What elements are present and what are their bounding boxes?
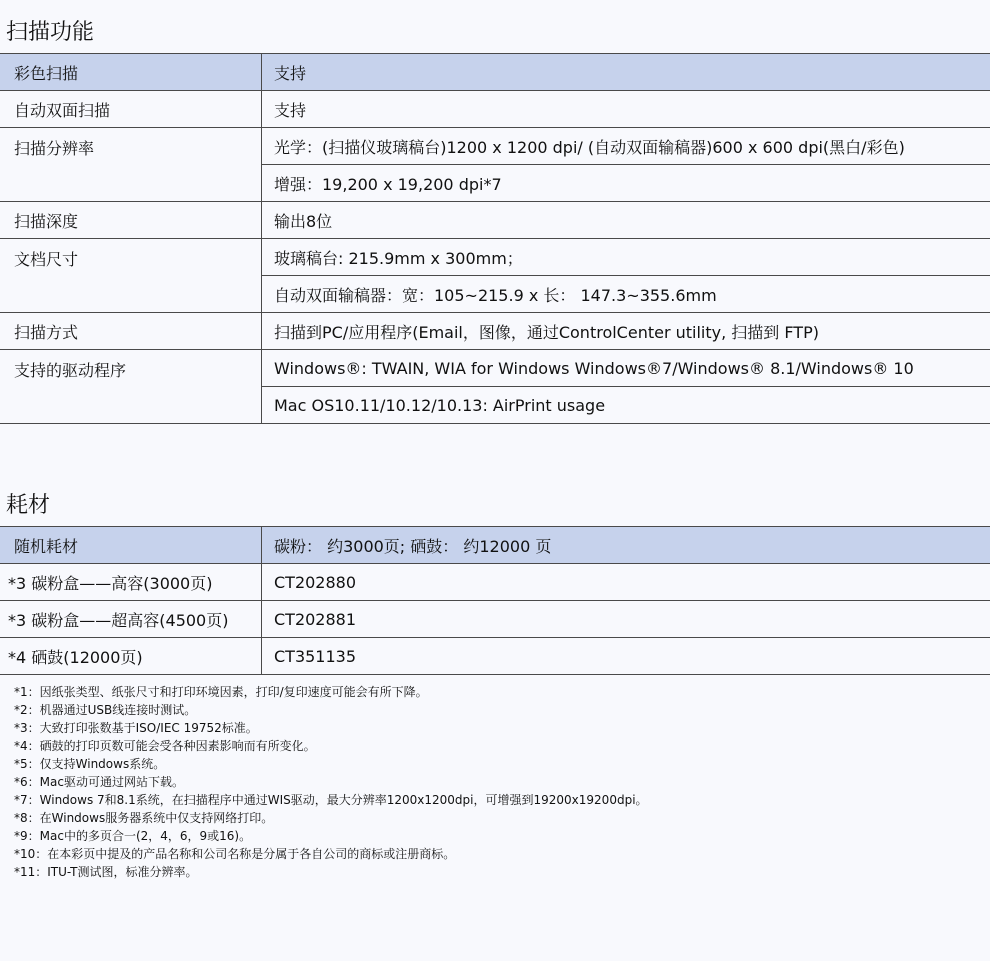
- table-row: [0, 91, 990, 128]
- table-row: [0, 202, 990, 239]
- table-row: [0, 601, 990, 638]
- footnotes: [14, 683, 648, 881]
- table-row: [0, 54, 990, 91]
- spec-value: 输出8位: [262, 202, 990, 239]
- spec-label: 彩色扫描: [0, 54, 262, 91]
- footnote: *1：因纸张类型、纸张尺寸和打印环境因素，打印/复印速度可能会有所下降。: [14, 685, 428, 699]
- footnote: *8：在Windows服务器系统中仅支持网络打印。: [14, 811, 274, 825]
- table-row: [0, 638, 990, 675]
- spec-label: 支持的驱动程序: [0, 350, 262, 424]
- spec-label: 扫描分辨率: [0, 128, 262, 202]
- consumable-value: CT351135: [262, 638, 990, 675]
- table-row: [0, 350, 990, 387]
- table-row: [0, 564, 990, 601]
- consumables-section-title: 耗材: [6, 493, 51, 518]
- consumable-value: CT202880: [262, 564, 990, 601]
- spec-label: 文档尺寸: [0, 239, 262, 313]
- spec-value: 支持: [262, 91, 990, 128]
- consumables-table: [0, 526, 990, 675]
- spec-value: 玻璃稿台: 215.9mm x 300mm；: [262, 239, 990, 276]
- consumable-value: 碳粉： 约3000页; 硒鼓： 约12000 页: [262, 527, 990, 564]
- table-row: [0, 128, 990, 165]
- spec-label: 扫描方式: [0, 313, 262, 350]
- table-row: [0, 313, 990, 350]
- footnote: *9：Mac中的多页合一(2，4，6，9或16)。: [14, 829, 252, 843]
- spec-value: Mac OS10.11/10.12/10.13: AirPrint usage: [262, 387, 990, 424]
- footnote: *3：大致打印张数基于ISO/IEC 19752标准。: [14, 721, 258, 735]
- spec-value: 自动双面输稿器：宽：105~215.9 x 长： 147.3~355.6mm: [262, 276, 990, 313]
- consumable-label: *4 硒鼓(12000页): [0, 638, 262, 675]
- footnote: *4：硒鼓的打印页数可能会受各种因素影响而有所变化。: [14, 739, 316, 753]
- footnote: *10：在本彩页中提及的产品名称和公司名称是分属于各自公司的商标或注册商标。: [14, 847, 456, 861]
- table-row: [0, 527, 990, 564]
- table-row: [0, 239, 990, 276]
- footnote: *2：机器通过USB线连接时测试。: [14, 703, 197, 717]
- scan-spec-table: [0, 53, 990, 424]
- spec-value: 光学：(扫描仪玻璃稿台)1200 x 1200 dpi/ (自动双面输稿器)600 x 600 dpi(黑白/彩色): [262, 128, 990, 165]
- spec-value: 增强：19,200 x 19,200 dpi*7: [262, 165, 990, 202]
- spec-label: 扫描深度: [0, 202, 262, 239]
- footnote: *6：Mac驱动可通过网站下载。: [14, 775, 184, 789]
- consumable-value: CT202881: [262, 601, 990, 638]
- consumable-label: *3 碳粉盒——超高容(4500页): [0, 601, 262, 638]
- footnote: *7：Windows 7和8.1系统，在扫描程序中通过WIS驱动，最大分辨率1200x1200dpi，可增强到19200x19200dpi。: [14, 793, 648, 807]
- spec-label: 自动双面扫描: [0, 91, 262, 128]
- spec-value: 扫描到PC/应用程序(Email，图像，通过ControlCenter utility, 扫描到 FTP): [262, 313, 990, 350]
- consumable-label: *3 碳粉盒——高容(3000页): [0, 564, 262, 601]
- spec-value: Windows®: TWAIN, WIA for Windows Windows®7/Windows® 8.1/Windows® 10: [262, 350, 990, 387]
- scan-section-title: 扫描功能: [6, 20, 95, 45]
- footnote: *11：ITU-T测试图，标准分辨率。: [14, 865, 198, 879]
- footnote: *5：仅支持Windows系统。: [14, 757, 166, 771]
- consumable-label: 随机耗材: [0, 527, 262, 564]
- spec-value: 支持: [262, 54, 990, 91]
